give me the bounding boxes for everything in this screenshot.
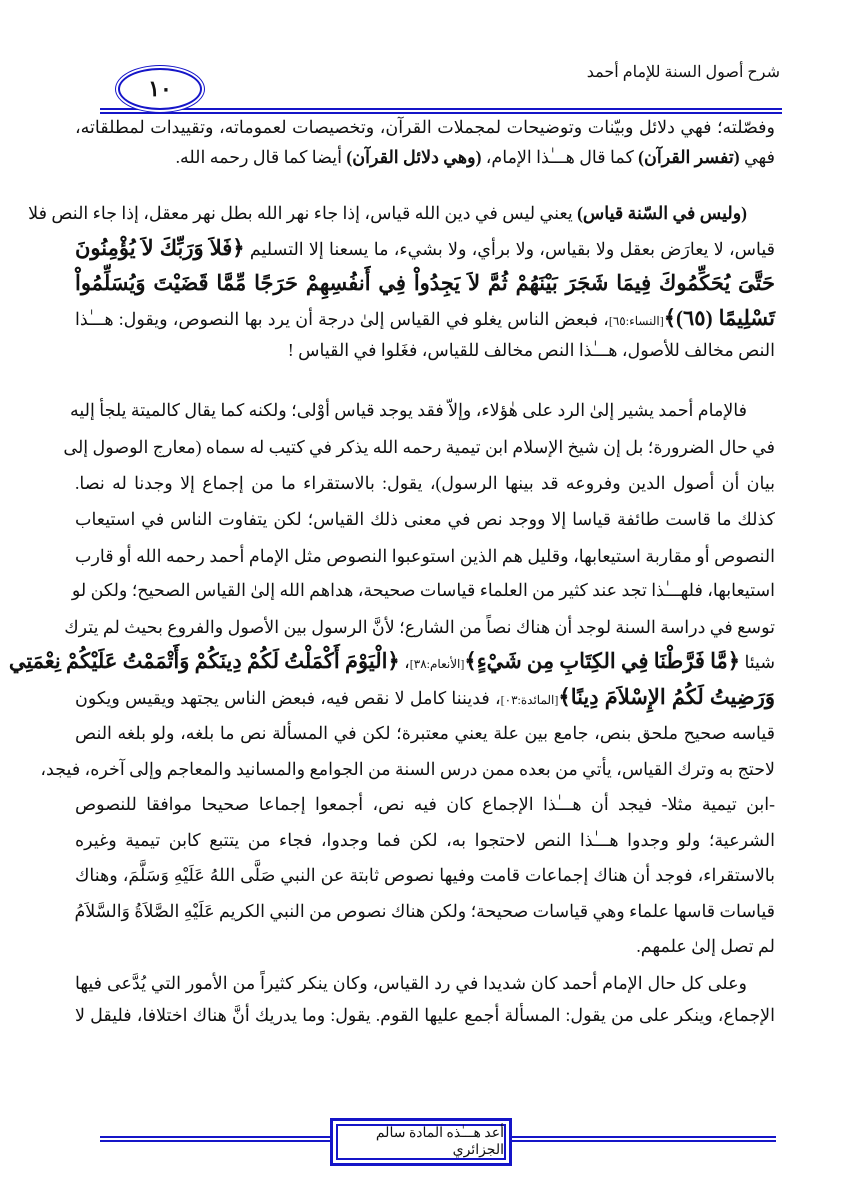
- text-segment: بيان أن أصول الدين وفروعه قد بينها الرسول)، يقول: بالاستقراء ما من إجماع إلا وجدنا له نصا.: [75, 473, 775, 493]
- text-segment: شيئا: [740, 652, 775, 672]
- text-line: [71, 573, 775, 607]
- text-segment: يعني ليس في دين الله قياس، إذا جاء نهر الله بطل نهر معقل، إذا جاء النص فلا: [28, 203, 578, 223]
- text-segment: في حال الضرورة؛ بل إن شيخ الإسلام ابن تيمية رحمه الله يذكر في كتيب له سماه (معارج الوصول إلى: [63, 437, 775, 457]
- text-segment: ، فبعض الناس يغلو في القياس إلىٰ درجة أن يرد بها النصوص، ويقول: هـــٰذا: [75, 309, 609, 329]
- book-title: شرح أصول السنة للإمام أحمد: [586, 64, 780, 81]
- quran-verse: تَسْلِيمًا (٦٥)﴾: [663, 306, 776, 330]
- quran-verse: ﴿مَّا فَرَّطْنَا فِي الكِتَابِ مِن شَيْءٍ﴾: [464, 649, 741, 673]
- text-line: [75, 966, 775, 1000]
- text-line: [75, 787, 775, 821]
- text-line: [75, 858, 775, 892]
- text-line: [75, 110, 775, 144]
- text-segment: ، فديننا كامل لا نقص فيه، فبعض الناس يجتهد ويقيس ويكون: [75, 688, 501, 708]
- text-segment: ،: [399, 652, 410, 672]
- text-segment: أيضا كما قال رحمه الله.: [175, 147, 347, 167]
- text-line: [75, 716, 775, 750]
- text-line: [75, 301, 775, 335]
- text-segment: الإجماع، وينكر على من يقول: المسألة أجمع عليها القوم. يقول: وما يدريك أنَّ هناك اختلافا، فليقل لا: [75, 1005, 775, 1025]
- text-line: [75, 823, 775, 857]
- text-line: [75, 894, 775, 928]
- verse-reference: [النساء:٦٥]: [608, 314, 664, 328]
- quran-verse: ﴿الْيَوْمَ أَكْمَلْتُ لَكُمْ دِينَكُمْ وَأَتْمَمْتُ عَلَيْكُمْ نِعْمَتِي: [8, 649, 400, 673]
- page-number: ١٠: [148, 76, 172, 102]
- text-line: [28, 196, 775, 230]
- quran-verse: وَرَضِيتُ لَكُمُ الإِسْلاَمَ دِينًا﴾: [558, 685, 775, 709]
- text-segment: كما قال هـــٰذا الإمام،: [481, 147, 639, 167]
- text-segment: لم تصل إلىٰ علمهم.: [636, 936, 775, 956]
- text-segment: وفصّلته؛ فهي دلائل وبيّنات وتوضيحات لمجملات القرآن، وتخصيصات لعموماته، وتقييدات لمطلقاته،: [75, 117, 775, 137]
- verse-reference: [المائدة:٠٣]: [500, 693, 559, 707]
- text-segment: وعلى كل حال الإمام أحمد كان شديدا في رد القياس، وكان ينكر كثيراً من الأمور التي يُدَّعى فيها: [75, 973, 747, 993]
- quran-verse: ﴿فَلاَ وَرَبِّكَ لاَ يُؤْمِنُونَ: [75, 236, 245, 260]
- text-segment: بالاستقراء، فوجد أن هناك إجماعات قامت وفيها نصوص ثابتة عن النبي صَلَّى اللهُ عَلَيْهِ وَسَلَّمَ، وهناك: [75, 865, 775, 885]
- footer-credit-box: [330, 1118, 512, 1166]
- text-line: [63, 430, 775, 464]
- text-line: [75, 680, 775, 714]
- text-segment: النصوص أو مقاربة استيعابها، وقليل هم الذين استوعبوا النصوص مثل الإمام أحمد رحمه الله أو قارب: [75, 546, 775, 566]
- text-line: [75, 231, 775, 265]
- text-line: [70, 393, 775, 427]
- text-line: [40, 752, 775, 786]
- verse-reference: [الأنعام:٣٨]: [409, 657, 465, 671]
- text-line: [75, 140, 775, 174]
- text-line: [75, 929, 775, 963]
- text-line: [8, 644, 775, 678]
- bold-quote: (وهي دلائل القرآن): [346, 147, 482, 167]
- text-line: [75, 502, 775, 536]
- text-segment: كذلك ما قاست طائفة قياسا إلا ووجد نص في معنى ذلك القياس؛ لكن يتفاوت الناس في استيعاب: [75, 509, 775, 529]
- text-segment: -ابن تيمية مثلا- فيجد أن هـــٰذا الإجماع كان فيه نص، أجمعوا إجماعا صحيحا موافقا للنصوص: [75, 794, 775, 814]
- text-segment: النص مخالف للأصول، هـــٰذا النص مخالف للقياس، فغَلوا في القياس !: [287, 340, 775, 360]
- text-segment: توسع في دراسة السنة لوجد أن هناك نصاً من الشارع؛ لأنَّ الرسول بين الأصول والفروع بحيث لم يترك: [64, 617, 775, 637]
- text-segment: قياس، لا يعارَض بعقل ولا بقياس، ولا برأي، ولا بشيء، ما يسعنا إلا التسليم: [244, 239, 775, 259]
- text-segment: لاحتج به وترك القياس، يأتي من بعده ممن درس السنة من الجوامع والمسانيد والمعاجم وإلى آخره، فيجد،: [40, 759, 775, 779]
- text-line: [75, 998, 775, 1032]
- bold-quote: (تفسر القرآن): [638, 147, 740, 167]
- text-segment: فهي: [739, 147, 775, 167]
- quran-verse: حَتَّىَ يُحَكِّمُوكَ فِيمَا شَجَرَ بَيْنَهُمْ ثُمَّ لاَ يَجِدُواْ فِي أَنفُسِهِمْ حَرَجًا مِّمَّا قَضَيْتَ وَيُسَلِّمُواْ: [75, 271, 775, 295]
- text-line: [75, 466, 775, 500]
- text-line: [75, 266, 775, 300]
- footer-divider-right: [504, 1136, 776, 1142]
- text-segment: فالإمام أحمد يشير إلىٰ الرد على هٰؤلاء، وإلاّ فقد يوجد قياس أوْلى؛ ولكنه كما يقال كالميتة يلجأ إليه: [70, 400, 747, 420]
- text-segment: استيعابها، فلهـــٰذا تجد عند كثير من العلماء قياسات صحيحة، هداهم الله إلىٰ القياس الصحيح؛ ولكن لو: [71, 580, 775, 600]
- text-segment: قياسات قاسها علماء وهي قياسات صحيحة؛ ولكن هناك نصوص من النبي الكريم عَلَيْهِ الصَّلاَةُ وَالسَّلاَمُ: [74, 901, 775, 921]
- text-segment: الشرعية؛ ولو وجدوا هـــٰذا النص لاحتجوا به، لكن فما وجدوا، فجاء من يتتبع كابن تيمية وغيره: [75, 830, 775, 850]
- text-line: [75, 333, 775, 367]
- text-line: [64, 610, 775, 644]
- footer-credit: أعد هـــٰذه المادة سالم الجزائري: [375, 1126, 504, 1158]
- text-line: [75, 539, 775, 573]
- page-number-badge: [118, 68, 202, 110]
- footer-divider-left: [100, 1136, 332, 1142]
- bold-quote: (وليس في السّنة قياس): [577, 203, 747, 223]
- text-segment: قياسه صحيح ملحق بنص، جامع بين علة يعني معتبرة؛ لكن في المسألة نص ما بلغه، ولو بلغه النص: [75, 723, 775, 743]
